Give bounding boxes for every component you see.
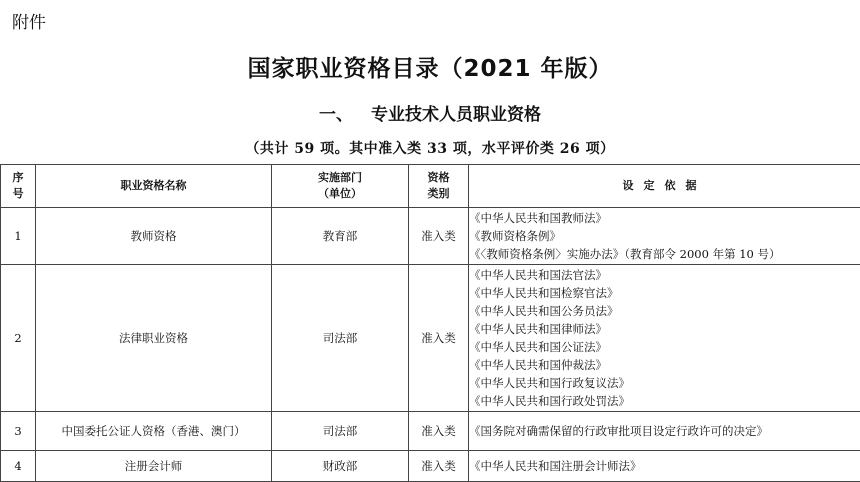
table-row (1, 208, 860, 265)
row-name: 中国委托公证人资格（香港、澳门） (36, 412, 272, 451)
header-dept-main: 实施部门 (272, 170, 408, 186)
document-title: 国家职业资格目录（2021 年版） (0, 50, 860, 83)
section-heading (0, 100, 860, 125)
section-number: 一、 (319, 105, 353, 125)
row-seq: 3 (1, 412, 36, 451)
basis-item: 《国务院对确需保留的行政审批项目设定行政许可的决定》 (469, 422, 860, 440)
table-row (1, 451, 860, 482)
basis-item: 《中华人民共和国法官法》 (469, 266, 860, 284)
row-seq: 4 (1, 451, 36, 482)
basis-item: 《中华人民共和国仲裁法》 (469, 356, 860, 374)
header-dept (272, 165, 409, 208)
basis-item: 《中华人民共和国公证法》 (469, 338, 860, 356)
row-category: 准入类 (409, 412, 469, 451)
header-name: 职业资格名称 (36, 165, 272, 208)
table-header-row (1, 165, 860, 208)
basis-item: 《中华人民共和国公务员法》 (469, 302, 860, 320)
summary-line: （共计 59 项。其中准入类 33 项，水平评价类 26 项） (0, 138, 860, 158)
row-dept: 教育部 (272, 208, 409, 265)
row-dept: 司法部 (272, 265, 409, 412)
header-basis: 设定依据 (469, 165, 860, 208)
row-category: 准入类 (409, 265, 469, 412)
qualification-table (0, 164, 860, 482)
header-dept-sub: （单位） (272, 186, 408, 202)
basis-item: 《中华人民共和国行政复议法》 (469, 374, 860, 392)
attachment-label: 附件 (12, 8, 46, 33)
basis-item: 《中华人民共和国注册会计师法》 (469, 457, 860, 475)
basis-item: 《中华人民共和国教师法》 (469, 209, 860, 227)
row-seq: 1 (1, 208, 36, 265)
basis-item: 《中华人民共和国律师法》 (469, 320, 860, 338)
row-name: 注册会计师 (36, 451, 272, 482)
header-category: 资格类别 (409, 165, 469, 208)
row-basis (469, 451, 860, 482)
row-dept: 财政部 (272, 451, 409, 482)
table-row (1, 265, 860, 412)
row-basis (469, 265, 860, 412)
row-seq: 2 (1, 265, 36, 412)
row-name: 法律职业资格 (36, 265, 272, 412)
row-basis (469, 412, 860, 451)
row-name: 教师资格 (36, 208, 272, 265)
row-category: 准入类 (409, 451, 469, 482)
basis-item: 《教师资格条例》 (469, 227, 860, 245)
header-seq: 序号 (1, 165, 36, 208)
row-category: 准入类 (409, 208, 469, 265)
section-name: 专业技术人员职业资格 (371, 105, 541, 125)
row-basis (469, 208, 860, 265)
basis-item: 《〈教师资格条例〉实施办法》（教育部令 2000 年第 10 号） (469, 245, 860, 263)
basis-item: 《中华人民共和国行政处罚法》 (469, 392, 860, 410)
table-row (1, 412, 860, 451)
row-dept: 司法部 (272, 412, 409, 451)
basis-item: 《中华人民共和国检察官法》 (469, 284, 860, 302)
